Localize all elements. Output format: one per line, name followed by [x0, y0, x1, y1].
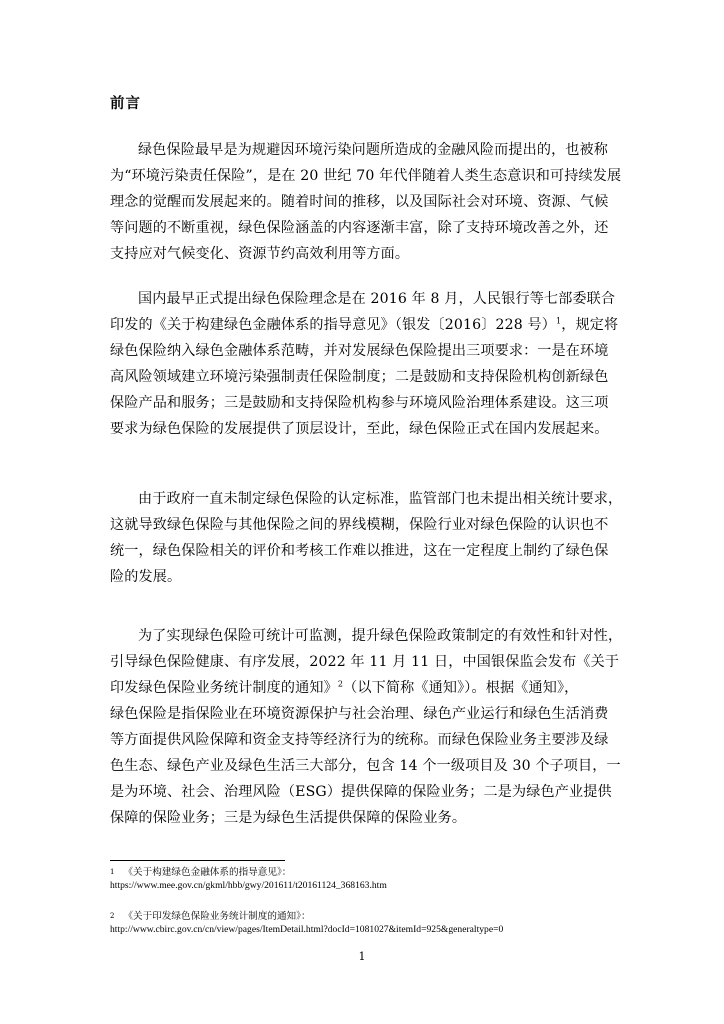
paragraph-line: 要求为绿色保险的发展提供了顶层设计，至此，绿色保险正式在国内发展起来。	[110, 421, 609, 437]
footnote-1	[110, 866, 387, 892]
paragraph-line: 这就导致绿色保险与其他保险之间的界线模糊，保险行业对绿色保险的认识也不	[110, 517, 609, 533]
footnote-ref-2: 2	[337, 679, 344, 689]
paragraph-2	[110, 290, 630, 446]
paragraph-line: 是为环境、社会、治理风险（ESG）提供保障的保险业务；二是为绿色产业提供	[110, 784, 612, 800]
paragraph-line	[110, 679, 630, 705]
paragraph-1	[110, 141, 630, 271]
paragraph-line: 支持应对气候变化、资源节约高效利用等方面。	[110, 246, 410, 262]
footnote-url[interactable]: https://www.mee.gov.cn/gkml/hbb/gwy/201611/t20161124_368163.htm	[110, 880, 387, 891]
line-text: 印发绿色保险业务统计制度的通知》	[110, 680, 338, 696]
paragraph-line: 国内最早正式提出绿色保险理念是在 2016 年 8 月，人民银行等七部委联合	[138, 291, 616, 307]
paragraph-line: 保险产品和服务；三是鼓励和支持保险机构参与环境风险治理体系建设。这三项	[110, 395, 609, 411]
section-heading: 前言	[110, 95, 141, 112]
paragraph-line: 为了实现绿色保险可统计可监测，提升绿色保险政策制定的有效性和针对性，	[138, 628, 623, 644]
paragraph-line: 色生态、绿色产业及绿色生活三大部分，包含 14 个一级项目及 30 个子项目，一	[110, 758, 621, 774]
footnote-divider	[110, 860, 285, 861]
line-text-tail: （以下简称《通知》）。根据《通知》，	[343, 680, 579, 696]
paragraph-line: 引导绿色保险健康、有序发展，2022 年 11 月 11 日，中国银保监会发布《关于	[110, 654, 620, 670]
paragraph-line: 绿色保险纳入绿色金融体系范畴，并对发展绿色保险提出三项要求：一是在环境	[110, 343, 609, 359]
paragraph-line: 保障的保险业务；三是为绿色生活提供保障的保险业务。	[110, 810, 467, 826]
paragraph-4	[110, 627, 630, 835]
paragraph-line: 高风险领域建立环境污染强制责任保险制度；二是鼓励和支持保险机构创新绿色	[110, 369, 609, 385]
paragraph-line: 绿色保险最早是为规避因环境污染问题所造成的金融风险而提出的，也被称	[138, 142, 609, 158]
paragraph-line: 为“环境污染责任保险”，是在 20 世纪 70 年代伴随着人类生态意识和可持续发展	[110, 168, 622, 184]
page-number: 1	[358, 950, 366, 963]
paragraph-line: 统一，绿色保险相关的评价和考核工作难以推进，这在一定程度上制约了绿色保	[110, 543, 609, 559]
paragraph-line: 理念的觉醒而发展起来的。随着时间的推移，以及国际社会对环境、资源、气候	[110, 194, 609, 210]
footnote-mark: 2	[110, 912, 115, 920]
footnote-title: 《关于构建绿色金融体系的指导意见》：	[123, 867, 292, 878]
paragraph-3	[110, 490, 630, 594]
paragraph-line: 由于政府一直未制定绿色保险的认定标准，监管部门也未提出相关统计要求，	[138, 491, 623, 507]
paragraph-line: 等方面提供风险保障和资金支持等经济行为的统称。而绿色保险业务主要涉及绿	[110, 732, 609, 748]
footnote-title: 《关于印发绿色保险业务统计制度的通知》：	[123, 911, 311, 922]
footnote-url[interactable]: http://www.cbirc.gov.cn/cn/view/pages/ItemDetail.html?docId=1081027&itemId=925&generaltype=0	[110, 924, 504, 935]
footnote-ref-1: 1	[555, 316, 562, 326]
paragraph-line	[110, 316, 630, 342]
footnote-2	[110, 910, 503, 936]
line-text: 印发的《关于构建绿色金融体系的指导意见》（银发〔2016〕228 号）	[110, 317, 556, 333]
paragraph-line: 等问题的不断重视，绿色保险涵盖的内容逐渐丰富，除了支持环境改善之外，还	[110, 220, 609, 236]
line-text-tail: ，规定将	[561, 317, 619, 333]
paragraph-line: 险的发展。	[110, 569, 182, 585]
footnote-mark: 1	[110, 868, 115, 876]
paragraph-line: 绿色保险是指保险业在环境资源保护与社会治理、绿色产业运行和绿色生活消费	[110, 706, 609, 722]
